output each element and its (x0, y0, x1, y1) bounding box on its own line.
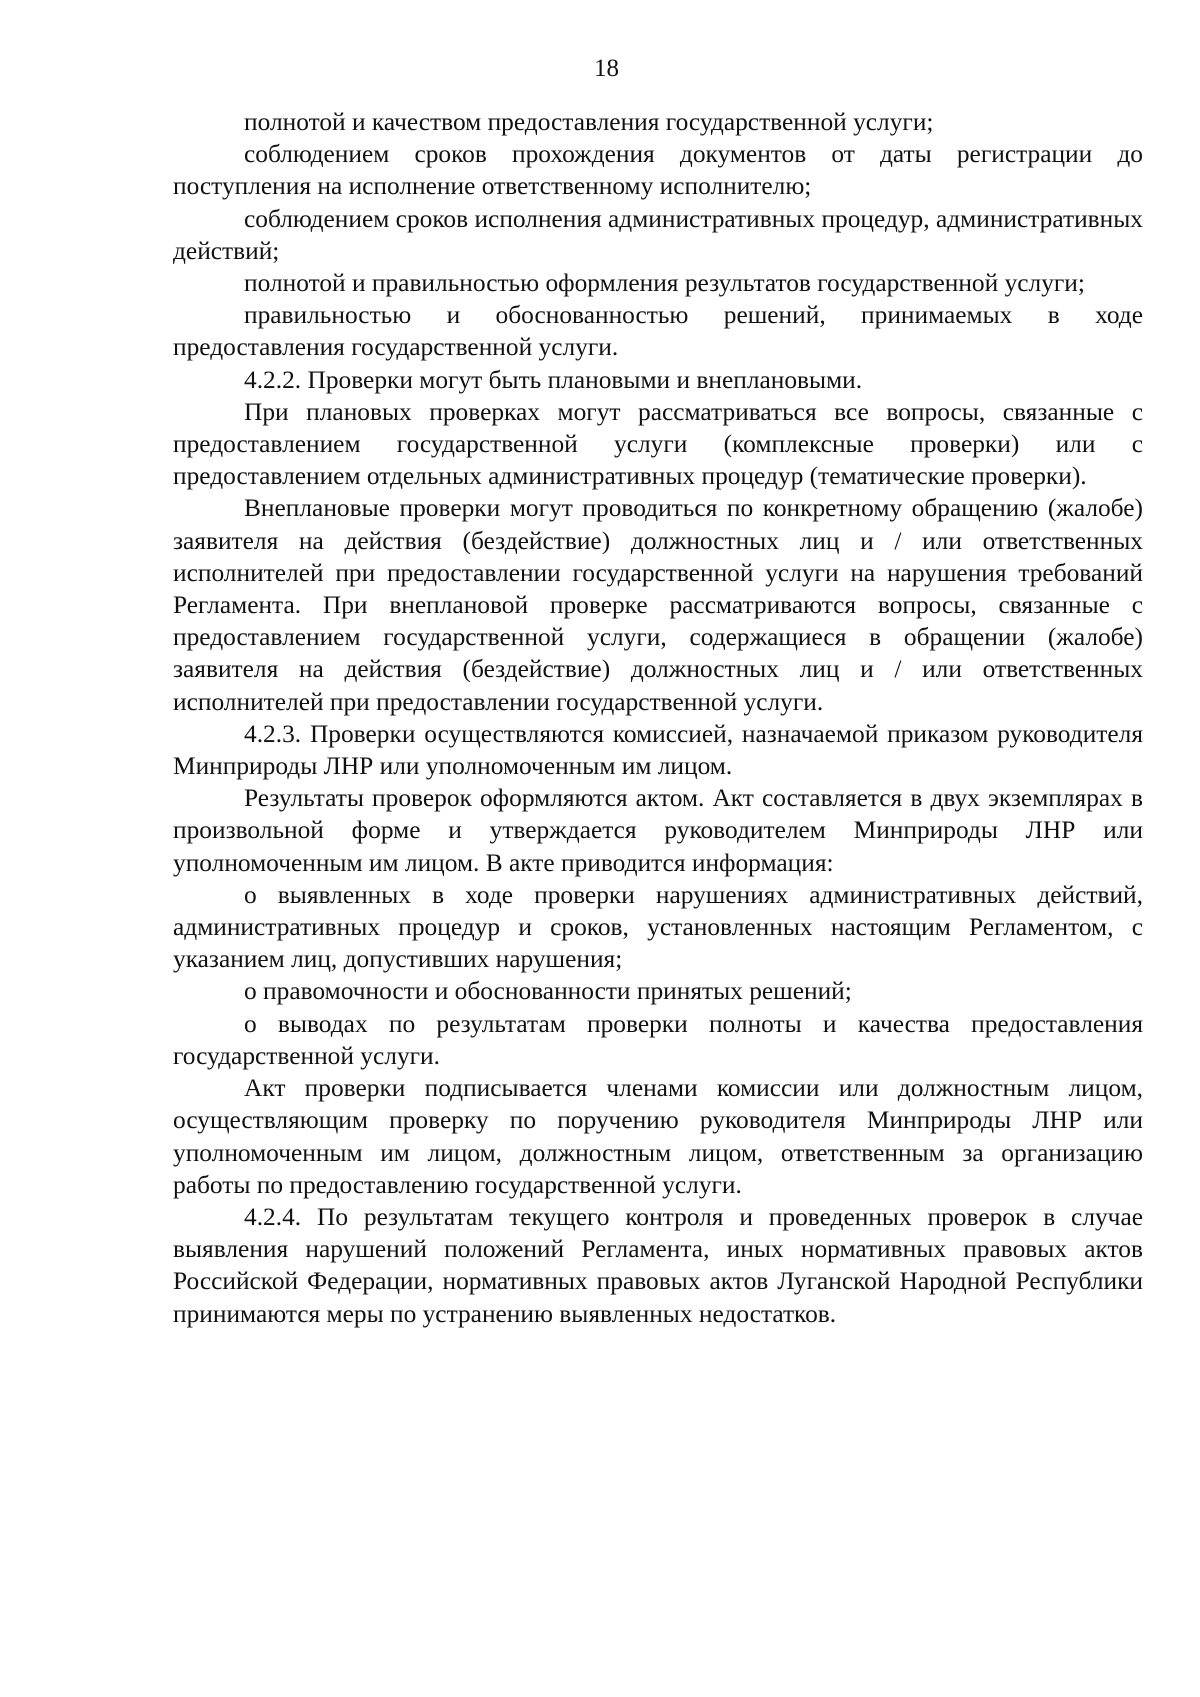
paragraph: о правомочности и обоснованности принятых решений; (244, 977, 852, 1006)
paragraph: Внеплановые проверки могут проводиться по конкретному обращению (жалобе) заявителя на действия (бездействие) должностных лиц и / или ответственных исполнителей при предоставлении государственной услуги на нарушения требований Регламента. При внеплановой проверке рассматриваются вопросы, связанные с предоставлением государственной услуги, содержащиеся в обращении (жалобе) заявителя на действия (бездействие) должностных лиц и / или ответственных исполнителей при предоставлении государственной услуги. (173, 494, 1143, 716)
paragraph: правильностью и обоснованностью решений, принимаемых в ходе предоставления государственной услуги. (173, 301, 1143, 362)
paragraph: полнотой и правильностью оформления результатов государственной услуги; (244, 269, 1085, 298)
document-body (173, 106, 1143, 1330)
paragraph: полнотой и качеством предоставления государственной услуги; (244, 108, 934, 136)
paragraph: При плановых проверках могут рассматриваться все вопросы, связанные с предоставлением государственной услуги (комплексные проверки) или с предоставлением отдельных административных процедур (тематические проверки). (173, 397, 1143, 491)
section-heading-paragraph: 4.2.2. Проверки могут быть плановыми и внеплановыми. (244, 365, 863, 394)
paragraph: о выводах по результатам проверки полноты и качества предоставления государственной услуги. (173, 1009, 1143, 1070)
paragraph: соблюдением сроков прохождения документов от даты регистрации до поступления на исполнение ответственному исполнителю; (173, 140, 1143, 201)
paragraph: о выявленных в ходе проверки нарушениях административных действий, административных процедур и сроков, установленных настоящим Регламентом, с указанием лиц, допустивших нарушения; (173, 880, 1143, 974)
paragraph: соблюдением сроков исполнения административных процедур, административных действий; (173, 204, 1143, 265)
section-paragraph: 4.2.4. По результатам текущего контроля и проведенных проверок в случае выявления нарушений положений Регламента, иных нормативных правовых актов Российской Федерации, нормативных правовых актов Луганской Народной Республики принимаются меры по устранению выявленных недостатков. (173, 1202, 1143, 1328)
paragraph: Результаты проверок оформляются актом. Акт составляется в двух экземплярах в произвольной форме и утверждается руководителем Минприроды ЛНР или уполномоченным им лицом. В акте приводится информация: (173, 784, 1143, 877)
page-number: 18 (594, 55, 619, 82)
paragraph: Акт проверки подписывается членами комиссии или должностным лицом, осуществляющим проверку по поручению руководителя Минприроды ЛНР или уполномоченным им лицом, должностным лицом, ответственным за организацию работы по предоставлению государственной услуги. (173, 1074, 1143, 1199)
section-paragraph: 4.2.3. Проверки осуществляются комиссией, назначаемой приказом руководителя Минприроды ЛНР или уполномоченным им лицом. (173, 719, 1143, 781)
